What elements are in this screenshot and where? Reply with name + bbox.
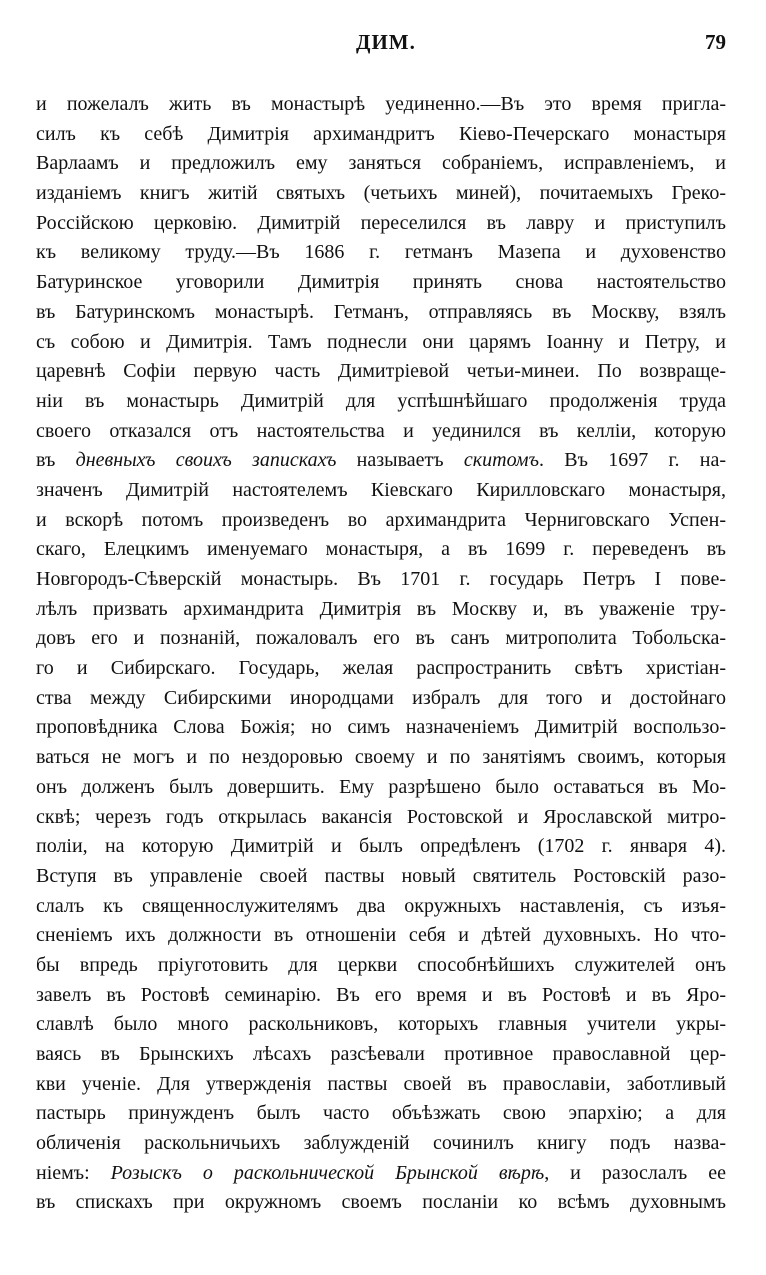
text-segment: слалъ къ священнослужителямъ два окружныхъ наставленія, съ изъя-: [36, 894, 726, 917]
text-segment: ніемъ:: [36, 1161, 111, 1184]
running-head: ДИМ.: [356, 30, 416, 54]
text-segment: пастырь принужденъ былъ часто объѣзжать свою эпархію; а для: [36, 1102, 726, 1125]
text-segment: ніи въ монастырь Димитрій для успѣшнѣйшаго продолженія труда: [36, 389, 726, 412]
text-segment: . Въ 1697 г. на-: [538, 449, 726, 472]
text-segment: силъ къ себѣ Димитрія архимандритъ Кіево-Печерскаго монастыря: [36, 122, 726, 145]
text-line: [36, 921, 726, 951]
text-segment: кви ученіе. Для утвержденія паствы своей въ православіи, заботливый: [36, 1072, 726, 1095]
text-line: [36, 149, 726, 179]
text-line: [36, 862, 726, 892]
body-text: [36, 90, 726, 1218]
text-segment: завелъ въ Ростовѣ семинарію. Въ его время и въ Ростовѣ и въ Яро-: [36, 983, 726, 1006]
italic-text: Розыскъ о раскольнической Брынской вѣрѣ: [110, 1161, 545, 1184]
text-segment: своего отказался отъ настоятельства и уединился въ келліи, которую: [36, 419, 726, 442]
text-segment: славлѣ было много раскольниковъ, которыхъ главныя учители укры-: [36, 1013, 726, 1036]
text-line: [36, 713, 726, 743]
text-line: [36, 595, 726, 625]
text-segment: скаго, Елецкимъ именуемаго монастыря, а въ 1699 г. переведенъ въ: [36, 538, 726, 561]
text-segment: обличенія раскольничьихъ заблужденій сочинилъ книгу подъ назва-: [36, 1132, 726, 1155]
text-segment: ваться не могъ и по нездоровью своему и по занятіямъ своимъ, которыя: [36, 746, 726, 769]
text-segment: го и Сибирскаго. Государь, желая распространить свѣтъ христіан-: [36, 657, 726, 680]
text-line: [36, 446, 726, 476]
text-segment: Новгородъ-Сѣверскій монастырь. Въ 1701 г. государь Петръ I пове-: [36, 568, 726, 590]
text-line: [36, 1010, 726, 1040]
text-line: [36, 387, 726, 417]
text-line: [36, 654, 726, 684]
text-line: [36, 120, 726, 150]
text-segment: и вскорѣ потомъ произведенъ во архимандрита Черниговскаго Успен-: [36, 508, 726, 531]
text-segment: ваясь въ Брынскихъ лѣсахъ разсѣевали противное православной цер-: [36, 1043, 726, 1065]
text-line: [36, 1070, 726, 1100]
text-line: [36, 328, 726, 358]
text-line: [36, 476, 726, 506]
text-line: [36, 90, 726, 120]
text-segment: къ великому труду.—Въ 1686 г. гетманъ Мазепа и духовенство: [36, 241, 726, 264]
text-segment: ства между Сибирскими инородцами избралъ для того и достойнаго: [36, 686, 726, 709]
page-number: 79: [705, 30, 726, 54]
text-segment: съ собою и Димитрія. Тамъ поднесли они царямъ Іоанну и Петру, и: [36, 330, 726, 353]
text-line: [36, 238, 726, 268]
text-line: [36, 832, 726, 862]
text-segment: Батуринское уговорили Димитрія принять снова настоятельство: [36, 271, 726, 294]
text-line: [36, 1040, 726, 1070]
text-line: [36, 268, 726, 298]
text-segment: въ: [36, 449, 76, 472]
text-segment: и пожелалъ жить въ монастырѣ уединенно.—Въ это время пригла-: [36, 93, 726, 115]
text-line: [36, 1188, 726, 1218]
text-line: [36, 773, 726, 803]
text-segment: поліи, на которую Димитрій и былъ опредѣленъ (1702 г. января 4).: [36, 835, 726, 858]
text-segment: царевнѣ Софіи первую часть Димитріевой четьи-минеи. По возвраще-: [36, 360, 726, 383]
text-line: [36, 417, 726, 447]
text-line: [36, 298, 726, 328]
text-line: [36, 803, 726, 833]
page-header: [36, 30, 726, 60]
text-segment: довъ его и познаній, пожаловалъ его въ санъ митрополита Тобольска-: [36, 627, 726, 650]
text-line: [36, 684, 726, 714]
text-segment: лѣлъ призвать архимандрита Димитрія въ Москву и, въ уваженіе тру-: [36, 597, 726, 620]
text-line: [36, 506, 726, 536]
text-segment: называетъ: [336, 449, 464, 472]
text-line: [36, 981, 726, 1011]
text-segment: проповѣдника Слова Божія; но симъ назначеніемъ Димитрій воспользо-: [36, 716, 726, 739]
text-line: [36, 535, 726, 565]
text-line: [36, 1129, 726, 1159]
text-line: [36, 357, 726, 387]
text-segment: Вступя въ управленіе своей паствы новый святитель Ростовскій разо-: [36, 864, 726, 887]
text-line: [36, 892, 726, 922]
italic-text: скитомъ: [463, 449, 539, 472]
text-segment: въ спискахъ при окружномъ своемъ посланіи ко всѣмъ духовнымъ: [36, 1191, 726, 1214]
text-line: [36, 624, 726, 654]
text-segment: сненіемъ ихъ должности въ отношеніи себя и дѣтей духовныхъ. Но что-: [36, 924, 726, 947]
text-segment: , и разослалъ ее: [544, 1161, 726, 1184]
text-segment: бы впредь пріуготовить для церкви способнѣйшихъ служителей онъ: [36, 953, 726, 976]
italic-text: дневныхъ своихъ запискахъ: [75, 449, 337, 472]
text-segment: въ Батуринскомъ монастырѣ. Гетманъ, отправляясь въ Москву, взялъ: [36, 300, 726, 323]
text-segment: Россійскою церковію. Димитрій переселился въ лавру и приступилъ: [36, 211, 726, 234]
text-line: [36, 209, 726, 239]
text-line: [36, 743, 726, 773]
text-segment: онъ долженъ былъ довершить. Ему разрѣшено было оставаться въ Мо-: [36, 775, 726, 798]
text-line: [36, 1159, 726, 1189]
text-line: [36, 565, 726, 595]
text-segment: значенъ Димитрій настоятелемъ Кіевскаго Кирилловскаго монастыря,: [36, 478, 726, 501]
text-segment: изданіемъ книгъ житій святыхъ (четьихъ миней), почитаемыхъ Греко-: [36, 182, 726, 205]
text-line: [36, 1099, 726, 1129]
text-segment: Варлаамъ и предложилъ ему заняться собраніемъ, исправленіемъ, и: [36, 152, 726, 175]
text-segment: сквѣ; черезъ годъ открылась вакансія Ростовской и Ярославской митро-: [36, 805, 726, 828]
text-line: [36, 179, 726, 209]
text-line: [36, 951, 726, 981]
